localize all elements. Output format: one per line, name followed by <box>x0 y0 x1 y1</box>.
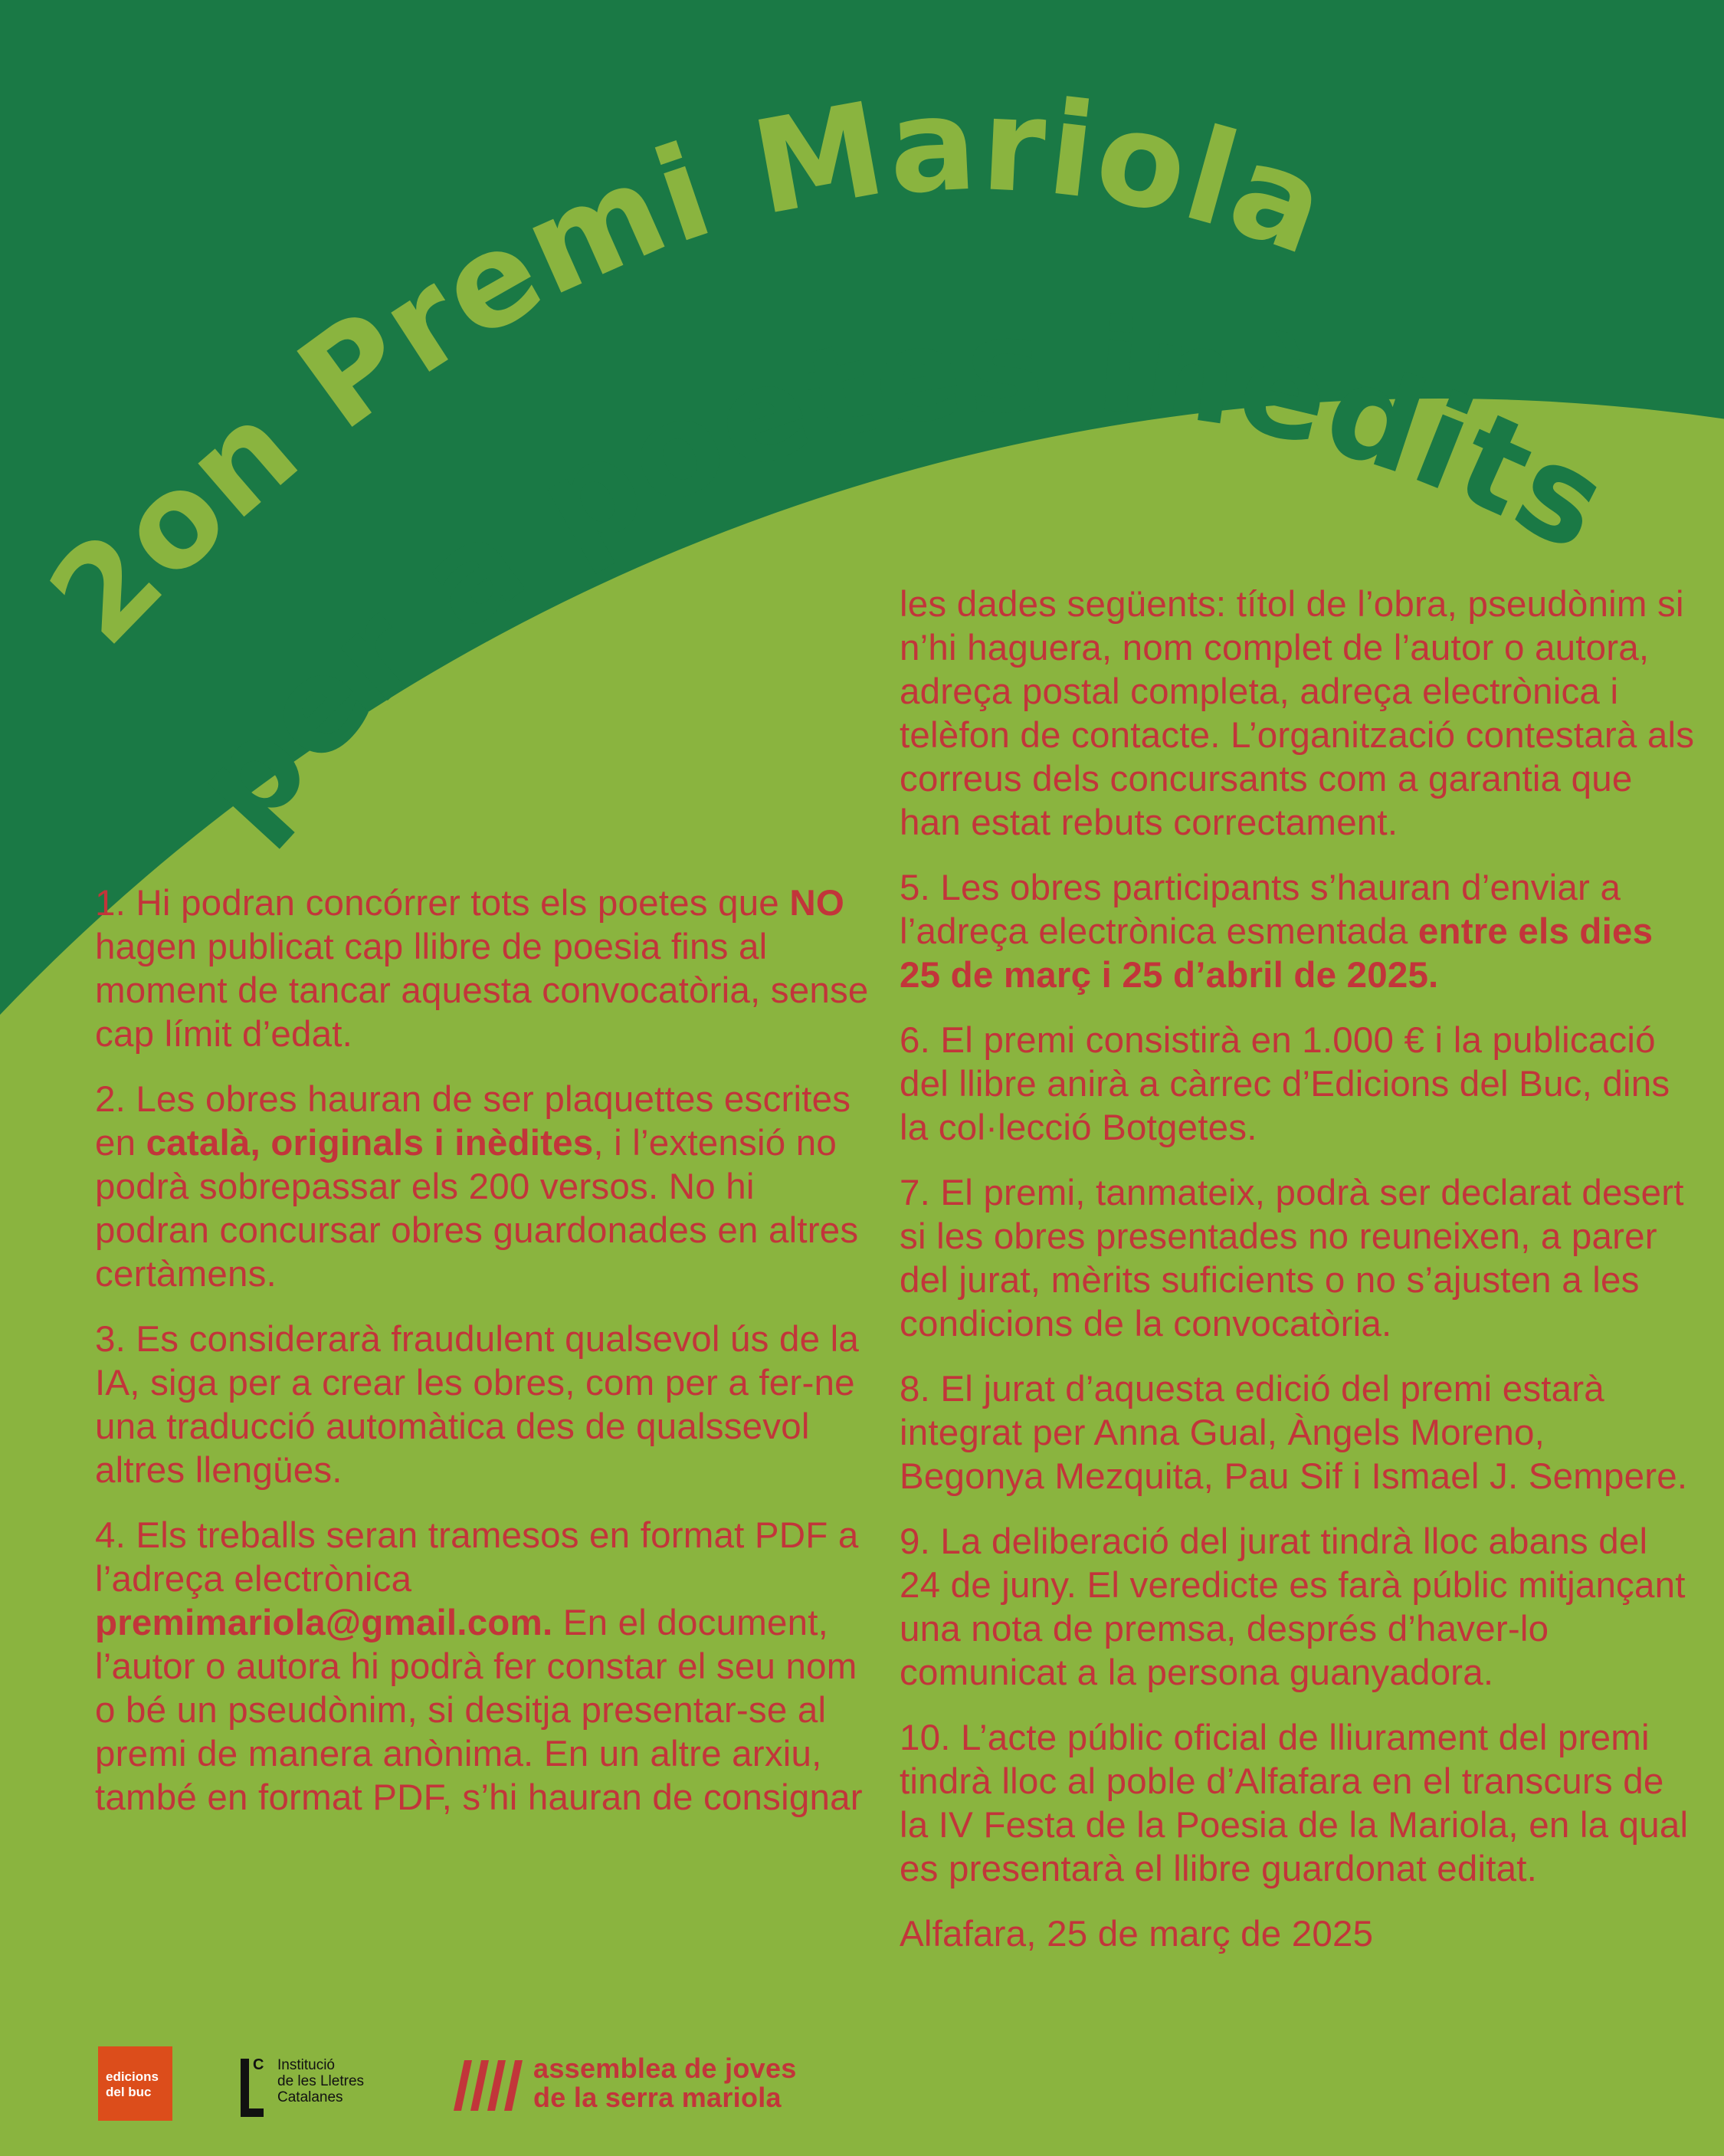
institucio-lletres-catalanes-logo <box>239 2053 423 2122</box>
rule-5-text-a: 5. Les obres participants s’hauran d’enviar a l’adreça electrònica esmentada <box>900 868 1621 952</box>
rules-right-column <box>900 582 1696 1956</box>
rule-10: 10. L’acte públic oficial de lliurament del premi tindrà lloc al poble d’Alfafara en el transcurs de la IV Festa de la Poesia de la Mariola, en la qual es presentarà el llibre guardonat editat. <box>900 1718 1689 1889</box>
assemblea-joves-serra-mariola-logo <box>454 2054 867 2115</box>
ill-logo-line-2: de les Lletres <box>277 2073 365 2089</box>
rule-1-emphasis: NO <box>789 883 844 924</box>
rule-6: 6. El premi consistirà en 1.000 € i la publicació del llibre anirà a càrrec d’Edicions del Buc, dins la col·lecció Botgetes. <box>900 1020 1670 1148</box>
rule-4-text-c: En el document, l’autor o autora hi podrà fer constar el seu nom o bé un pseudònim, si desitja presentar-se al premi de manera anònima. En un altre arxiu, també en format PDF, s’hi hauran de consignar <box>95 1603 863 1818</box>
rule-2-text-c: , i l’extensió no podrà sobrepassar els 200 versos. No hi podran concursar obres guardonades en altres certàmens. <box>95 1123 859 1295</box>
buc-logo-line-1: edicions <box>106 2069 159 2084</box>
rule-7: 7. El premi, tanmateix, podrà ser declarat desert si les obres presentades no reuneixen, a parer del jurat, mèrits suficients o no s’ajusten a les condicions de la convocatòria. <box>900 1173 1684 1344</box>
slashes-icon <box>454 2059 524 2112</box>
buc-logo-line-2: del buc <box>106 2085 152 2099</box>
rule-4-continued: les dades següents: títol de l’obra, pseudònim si n’hi haguera, nom complet de l’autor o autora, adreça postal completa, adreça electrònica i telèfon de contacte. L’organització contestarà als correus dels concursants com a garantia que han estat rebuts correctament. <box>900 584 1695 843</box>
rules-left-column <box>95 881 869 1820</box>
rule-5-emphasis: entre els dies 25 de març i 25 d’abril de 2025. <box>900 911 1654 996</box>
ill-mark-icon <box>239 2053 270 2120</box>
ill-logo-line-3: Catalanes <box>277 2089 343 2105</box>
place-date: Alfafara, 25 de març de 2025 <box>900 1914 1374 1954</box>
ill-logo-line-1: Institució <box>277 2057 335 2073</box>
rule-2-text-a: 2. Les obres hauran de ser plaquettes escrites en <box>95 1079 851 1163</box>
email-link[interactable]: premimariola@gmail.com. <box>95 1603 553 1643</box>
rule-1 <box>95 881 869 1056</box>
rule-1-text-c: hagen publicat cap llibre de poesia fins al moment de tancar aquesta convocatòria, sense cap límit d’edat. <box>95 927 869 1055</box>
ajsm-logo-text <box>533 2054 797 2112</box>
rule-8: 8. El jurat d’aquesta edició del premi estarà integrat per Anna Gual, Àngels Moreno, Begonya Mezquita, Pau Sif i Ismael J. Sempere. <box>900 1369 1688 1497</box>
rule-3: 3. Es considerarà fraudulent qualsevol ús de la IA, siga per a crear les obres, com per a fer-ne una traducció automàtica des de qualssevol altres llengües. <box>95 1319 859 1491</box>
rule-5 <box>900 866 1696 997</box>
rule-9: 9. La deliberació del jurat tindrà lloc abans del 24 de juny. El veredicte es farà públic mitjançant una nota de premsa, després d’haver-lo comunicat a la persona guanyadora. <box>900 1521 1686 1693</box>
rule-4-text-a: 4. Els treballs seran tramesos en format PDF a l’adreça electrònica <box>95 1515 859 1600</box>
title-line-1: 2on Premi Mariola <box>21 68 1346 673</box>
ajsm-logo-line-1: assemblea de joves <box>533 2053 797 2084</box>
ill-logo-text <box>277 2057 364 2105</box>
edicions-del-buc-logo <box>98 2046 172 2121</box>
rule-2-emphasis: català, originals i inèdites <box>146 1123 594 1163</box>
title-line-2: per a poetes inèdits <box>164 289 1631 860</box>
rule-4 <box>95 1514 869 1820</box>
rule-2 <box>95 1078 869 1296</box>
ajsm-logo-line-2: de la serra mariola <box>533 2082 782 2113</box>
rule-1-text-a: 1. Hi podran concórrer tots els poetes que <box>95 883 790 924</box>
svg-text:C: C <box>253 2056 264 2073</box>
